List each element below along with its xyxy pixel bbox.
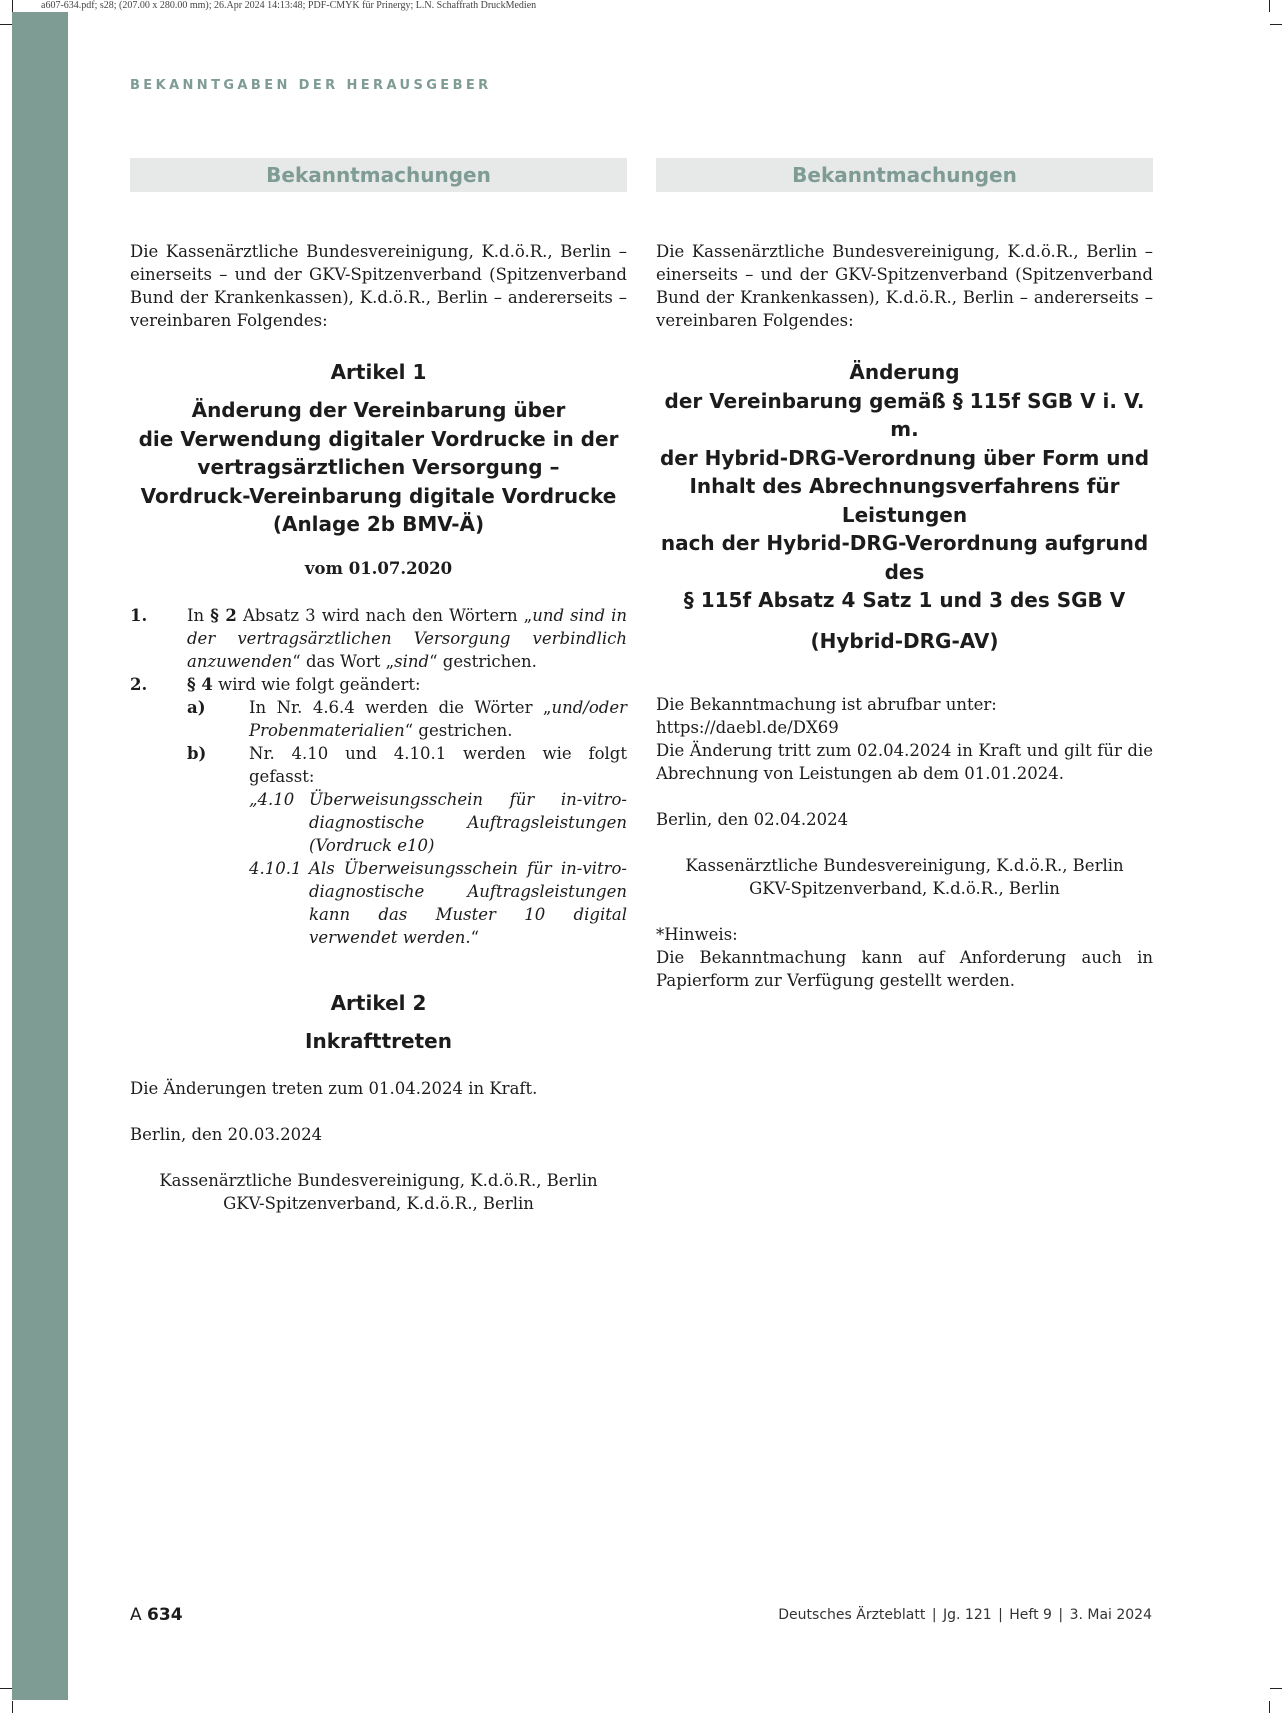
item-text: In § 2 Absatz 3 wird nach den Wörtern „und sind in der vertragsärztlichen Versorgung verbindlich anzuwenden“ das Wort „sind“ gestrichen. (187, 605, 628, 671)
place-date: Berlin, den 02.04.2024 (656, 810, 849, 829)
article-title: Inkrafttreten (305, 1028, 452, 1053)
effective-text: Die Änderung tritt zum 02.04.2024 in Kraft und gilt für die Abrechnung von Leistungen ab dem 01.01.2024. (656, 741, 1153, 783)
title-line: nach der Hybrid-DRG-Verordnung aufgrund des (660, 531, 1149, 584)
volume: Jg. 121 (943, 1607, 992, 1623)
section-box-title: Bekanntmachungen (130, 158, 627, 192)
amendment-list (130, 604, 627, 949)
sub-list-item (130, 742, 627, 788)
crop-mark (1270, 1688, 1282, 1689)
item-letter: b) (187, 743, 207, 763)
title-line: (Anlage 2b BMV-Ä) (272, 512, 485, 536)
note-label: *Hinweis: (656, 925, 738, 944)
item-text: In Nr. 4.6.4 werden die Wörter „und/oder Probenmaterialien“ gestrichen. (249, 697, 627, 740)
crop-mark (12, 0, 13, 12)
list-item (130, 604, 627, 673)
journal-name: Deutsches Ärzteblatt (778, 1607, 926, 1623)
signatory: GKV-Spitzenverband, K.d.ö.R., Berlin (223, 1193, 534, 1213)
provision-text: Als Überweisungsschein für in-vitro-diagnostische Auftragsleistungen kann das Muster 10 digital verwendet werden.“ (309, 858, 627, 947)
availability-text: Die Bekanntmachung ist abrufbar unter: (656, 695, 997, 714)
item-text: Nr. 4.10 und 4.10.1 werden wie folgt gefasst: (249, 743, 627, 786)
title-line: vertragsärztlichen Versorgung – (197, 455, 560, 479)
announcement-link[interactable]: https://daebl.de/DX69 (656, 718, 839, 737)
side-color-band (12, 12, 68, 1700)
effective-text: Die Änderungen treten zum 01.04.2024 in Kraft. (130, 1078, 538, 1098)
item-text: § 4 wird wie folgt geändert: (187, 674, 421, 694)
title-line: Änderung (849, 360, 960, 384)
crop-mark (0, 24, 12, 25)
title-line: Vordruck-Vereinbarung digitale Vordrucke (140, 483, 617, 508)
crop-mark (1270, 24, 1282, 25)
place-date: Berlin, den 20.03.2024 (130, 1124, 323, 1144)
quoted-provision (130, 857, 627, 949)
article-heading: Artikel 2 (330, 990, 427, 1015)
provision-number: 4.10.1 (249, 858, 302, 878)
intro-paragraph: Die Kassenärztliche Bundesvereinigung, K.d.ö.R., Berlin – einerseits – und der GKV-Spitzenverband (Spitzenverband Bund der Krankenkassen), K.d.ö.R., Berlin – andererseits – vereinbaren Folgendes: (130, 242, 627, 330)
crop-mark (0, 1688, 12, 1689)
signatory: Kassenärztliche Bundesvereinigung, K.d.ö.R., Berlin (685, 856, 1124, 875)
crop-mark (12, 1701, 13, 1713)
announcement-subtitle: (Hybrid-DRG-AV) (810, 628, 999, 653)
list-item (130, 673, 627, 696)
right-column (656, 158, 1153, 992)
title-line: Änderung der Vereinbarung über (191, 398, 566, 422)
date-line: vom 01.07.2020 (304, 558, 453, 578)
title-line: der Vereinbarung gemäß § 115f SGB V i. V. m. (664, 388, 1145, 441)
page-number: A 634 (130, 1605, 183, 1625)
crop-mark (1269, 0, 1270, 12)
item-number: 1. (130, 605, 148, 625)
title-line: die Verwendung digitaler Vordrucke in der (138, 426, 619, 451)
intro-paragraph: Die Kassenärztliche Bundesvereinigung, K.d.ö.R., Berlin – einerseits – und der GKV-Spitzenverband (Spitzenverband Bund der Krankenkassen), K.d.ö.R., Berlin – andererseits – vereinbaren Folgendes: (656, 242, 1153, 330)
quoted-provision (130, 788, 627, 857)
signatory: Kassenärztliche Bundesvereinigung, K.d.ö.R., Berlin (159, 1170, 598, 1190)
sub-list-item (130, 696, 627, 742)
left-column (130, 158, 627, 1215)
print-slug: a607-634.pdf; s28; (207.00 x 280.00 mm); 26.Apr 2024 14:13:48; PDF-CMYK für Prinergy; L.N. Schaffrath DruckMedien (41, 0, 537, 11)
issue: Heft 9 (1009, 1607, 1052, 1623)
issue-date: 3. Mai 2024 (1069, 1607, 1152, 1623)
article-title (130, 396, 627, 539)
item-letter: a) (187, 697, 206, 717)
journal-info: Deutsches Ärzteblatt | Jg. 121 | Heft 9 | 3. Mai 2024 (778, 1607, 1152, 1623)
title-line: der Hybrid-DRG-Verordnung über Form und (659, 445, 1150, 470)
crop-mark (1269, 1701, 1270, 1713)
title-line: § 115f Absatz 4 Satz 1 und 3 des SGB V (683, 588, 1126, 612)
provision-text: Überweisungsschein für in-vitro-diagnostische Auftragsleistungen (Vordruck e10) (309, 789, 627, 855)
signatory: GKV-Spitzenverband, K.d.ö.R., Berlin (749, 879, 1060, 898)
item-number: 2. (130, 674, 148, 694)
announcement-title (656, 358, 1153, 615)
title-line: Inhalt des Abrechnungsverfahrens für Leistungen (689, 474, 1120, 527)
note-text: Die Bekanntmachung kann auf Anforderung auch in Papierform zur Verfügung gestellt werden. (656, 948, 1153, 990)
provision-number: „4.10 (249, 789, 295, 809)
article-heading: Artikel 1 (330, 360, 427, 384)
section-header: BEKANNTGABEN DER HERAUSGEBER (130, 78, 492, 93)
section-box-title: Bekanntmachungen (656, 158, 1153, 192)
